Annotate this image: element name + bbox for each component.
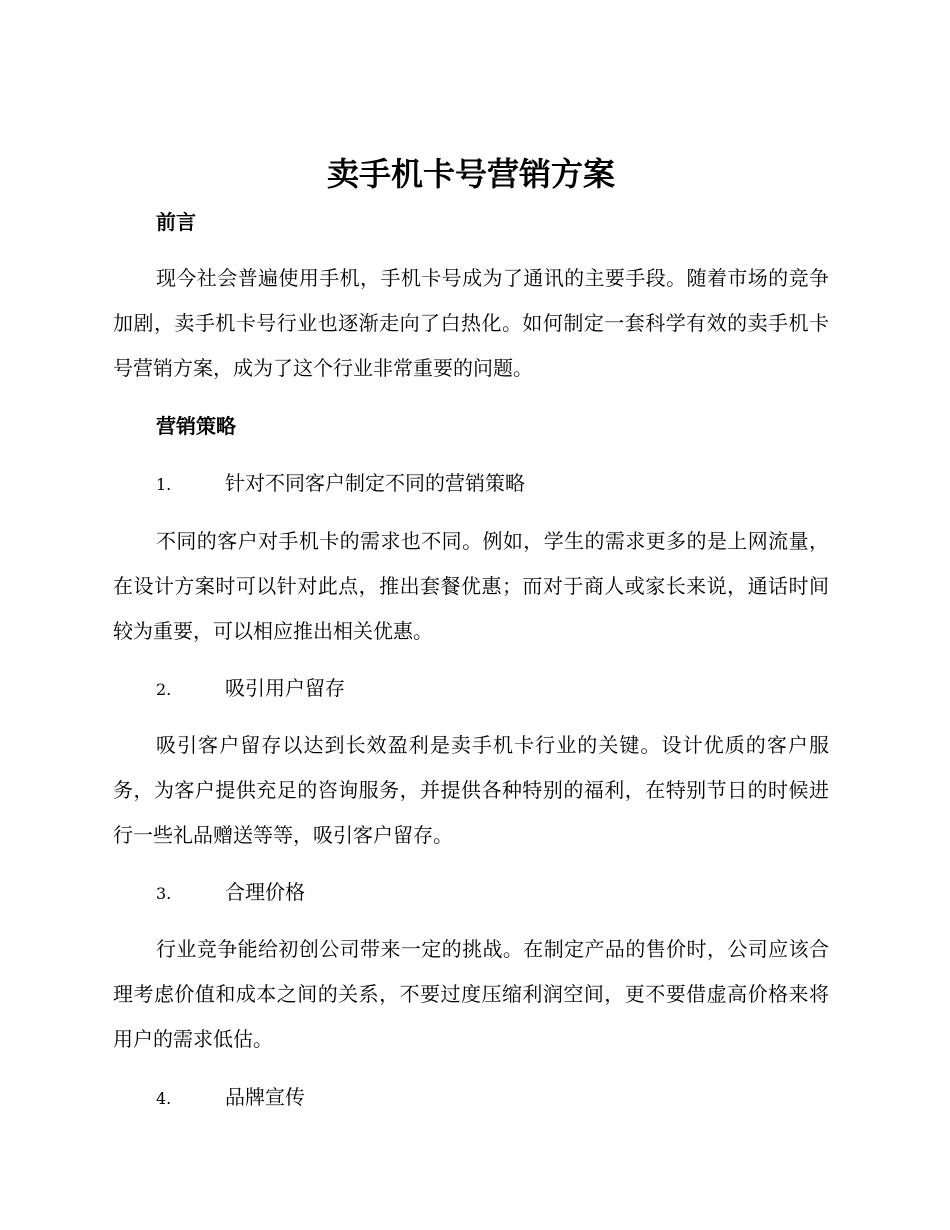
section-heading-strategy: 营销策略	[156, 414, 236, 438]
item-3-paragraph: 行业竞争能给初创公司带来一定的挑战。在制定产品的售价时，公司应该合理考虑价值和成本之间的关系，不要过度压缩利润空间，更不要借虚高价格来将用户的需求低估。	[113, 937, 829, 1051]
list-item-number: 1.	[156, 475, 172, 494]
item-2-paragraph: 吸引客户留存以达到长效盈利是卖手机卡行业的关键。设计优质的客户服务，为客户提供充足的咨询服务，并提供各种特别的福利，在特别节日的时候进行一些礼品赠送等等，吸引客户留存。	[113, 733, 829, 847]
list-item-2	[156, 673, 345, 705]
list-item-3	[156, 877, 305, 909]
section-heading-preface: 前言	[156, 210, 196, 234]
item-1-paragraph: 不同的客户对手机卡的需求也不同。例如，学生的需求更多的是上网流量，在设计方案时可以针对此点，推出套餐优惠；而对于商人或家长来说，通话时间较为重要，可以相应推出相关优惠。	[113, 529, 829, 643]
list-item-number: 4.	[156, 1089, 172, 1108]
list-item-title: 合理价格	[225, 880, 305, 904]
list-item-4	[156, 1082, 305, 1114]
list-item-number: 2.	[156, 680, 172, 699]
list-item-number: 3.	[156, 884, 172, 903]
list-item-1	[156, 468, 525, 500]
list-item-title: 针对不同客户制定不同的营销策略	[225, 471, 525, 495]
preface-paragraph: 现今社会普遍使用手机，手机卡号成为了通讯的主要手段。随着市场的竞争加剧，卖手机卡号行业也逐渐走向了白热化。如何制定一套科学有效的卖手机卡号营销方案，成为了这个行业非常重要的问题。	[113, 266, 829, 380]
list-item-title: 吸引用户留存	[225, 676, 345, 700]
document-title: 卖手机卡号营销方案	[326, 155, 615, 193]
list-item-title: 品牌宣传	[225, 1085, 305, 1109]
